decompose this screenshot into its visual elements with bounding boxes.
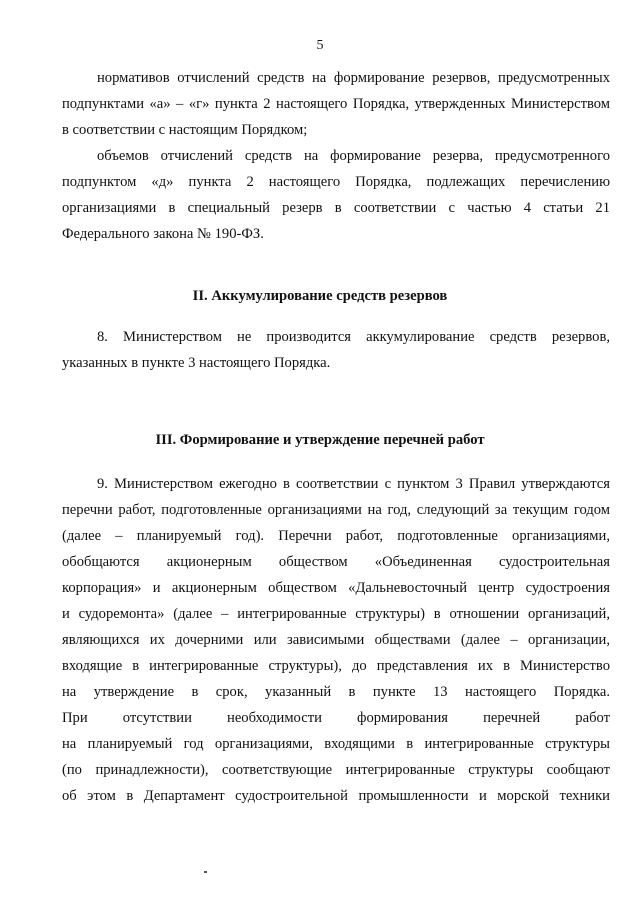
paragraph-line: подпунктами «а» – «г» пункта 2 настоящего Порядка, утвержденных Министерством bbox=[62, 96, 610, 112]
paragraph-line: 9. Министерством ежегодно в соответствии с пунктом 3 Правил утверждаются bbox=[97, 476, 610, 492]
paragraph-line: на утверждение в срок, указанный в пункте 13 настоящего Порядка. bbox=[62, 684, 610, 700]
section-heading: III. Формирование и утверждение перечней работ bbox=[155, 432, 485, 448]
paragraph-line: (по принадлежности), соответствующие интегрированные структуры сообщают bbox=[62, 762, 610, 778]
paragraph-line: нормативов отчислений средств на формирование резервов, предусмотренных bbox=[97, 70, 610, 86]
paragraph-line: на планируемый год организациями, входящими в интегрированные структуры bbox=[62, 736, 610, 752]
paragraph-line: перечни работ, подготовленные организациями на год, следующий за текущим годом bbox=[62, 502, 610, 518]
paragraph-line: При отсутствии необходимости формирования перечней работ bbox=[62, 710, 610, 726]
paragraph-line: организациями в специальный резерв в соответствии с частью 4 статьи 21 bbox=[62, 200, 610, 216]
paragraph-line: в соответствии с настоящим Порядком; bbox=[62, 122, 308, 138]
paragraph-line: Федерального закона № 190-ФЗ. bbox=[62, 226, 264, 242]
paragraph-line: объемов отчислений средств на формирование резерва, предусмотренного bbox=[97, 148, 610, 164]
page-number: 5 bbox=[316, 38, 324, 53]
scan-speck bbox=[204, 871, 207, 873]
paragraph-line: об этом в Департамент судостроительной промышленности и морской техники bbox=[62, 788, 610, 804]
paragraph-line: являющихся их дочерними или зависимыми обществами (далее – организации, bbox=[62, 632, 610, 648]
section-heading: II. Аккумулирование средств резервов bbox=[192, 288, 448, 304]
paragraph-line: (далее – планируемый год). Перечни работ, подготовленные организациями, bbox=[62, 528, 610, 544]
paragraph-line: входящие в интегрированные структуры), до представления их в Министерство bbox=[62, 658, 610, 674]
paragraph-line: подпунктом «д» пункта 2 настоящего Порядка, подлежащих перечислению bbox=[62, 174, 610, 190]
paragraph-line: и судоремонта» (далее – интегрированные структуры) в отношении организаций, bbox=[62, 606, 610, 622]
paragraph-line: обобщаются акционерным обществом «Объединенная судостроительная bbox=[62, 554, 610, 570]
paragraph-line: корпорация» и акционерным обществом «Дальневосточный центр судостроения bbox=[62, 580, 610, 596]
paragraph-line: 8. Министерством не производится аккумулирование средств резервов, bbox=[97, 329, 610, 345]
paragraph-line: указанных в пункте 3 настоящего Порядка. bbox=[62, 355, 331, 371]
